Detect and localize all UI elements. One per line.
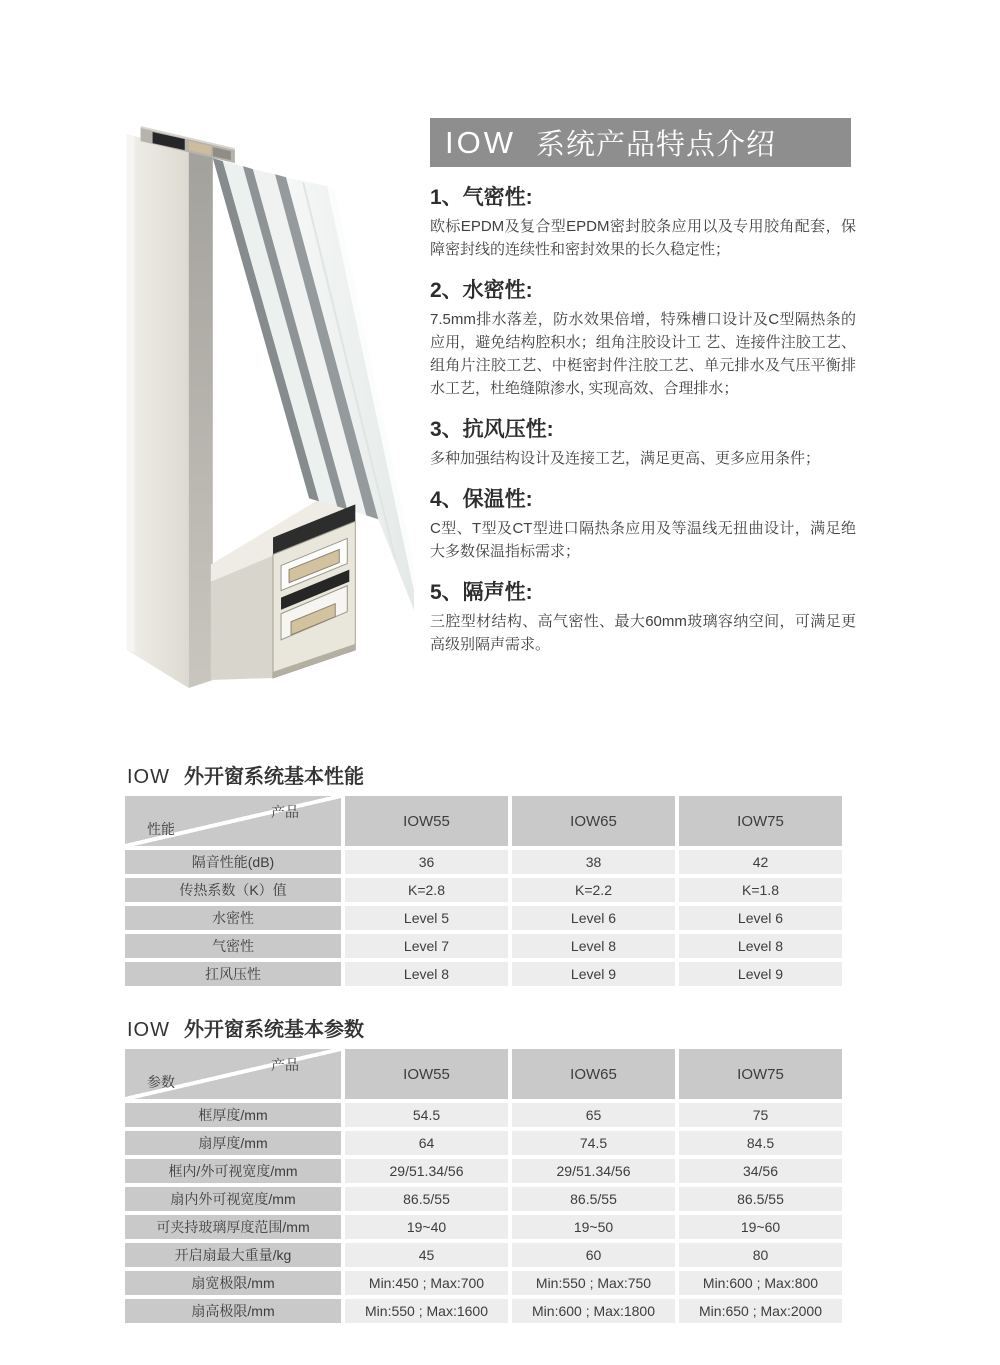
cell-value: Min:550 ; Max:750 [512, 1271, 675, 1295]
table-row [125, 1131, 842, 1155]
cell-value: 54.5 [345, 1103, 508, 1127]
features-list [430, 185, 856, 673]
table-row [125, 1103, 842, 1127]
cell-value: Min:650 ; Max:2000 [679, 1299, 842, 1323]
cell-value: Level 9 [512, 962, 675, 986]
feature-item [430, 185, 856, 261]
cell-value: 64 [345, 1131, 508, 1155]
cell-value: 19~50 [512, 1215, 675, 1239]
feature-title: 2、水密性: [430, 279, 533, 302]
cell-value: 36 [345, 850, 508, 874]
corner-label-bottom: 性能 [147, 821, 175, 837]
table-corner-cell [125, 796, 341, 846]
feature-title: 4、保温性: [430, 488, 533, 511]
feature-title: 5、隔声性: [430, 581, 533, 604]
spec-table-section [125, 1013, 851, 1327]
row-label: 隔音性能(dB) [125, 850, 341, 874]
title-bar-text: 系统产品特点介绍 [536, 129, 777, 161]
table-row [125, 878, 842, 902]
column-header: IOW75 [679, 796, 842, 846]
table-title-prefix: IOW [127, 766, 170, 788]
table-header-row [125, 796, 842, 846]
column-header: IOW65 [512, 796, 675, 846]
section-title-bar [430, 118, 851, 167]
corner-label-bottom: 参数 [147, 1074, 175, 1090]
row-label: 开启扇最大重量/kg [125, 1243, 341, 1267]
feature-body: 三腔型材结构、高气密性、最大60mm玻璃容纳空间，可满足更高级别隔声需求。 [430, 613, 856, 653]
column-header: IOW55 [345, 796, 508, 846]
cell-value: Level 6 [512, 906, 675, 930]
row-label: 框内/外可视宽度/mm [125, 1159, 341, 1183]
feature-item [430, 580, 856, 656]
cell-value: 86.5/55 [345, 1187, 508, 1211]
spec-table [121, 1045, 846, 1327]
cell-value: Min:550 ; Max:1600 [345, 1299, 508, 1323]
window-profile-cutaway-svg [122, 118, 414, 692]
corner-label-top: 产品 [271, 1057, 299, 1073]
cell-value: Level 9 [679, 962, 842, 986]
cell-value: 45 [345, 1243, 508, 1267]
cell-value: 34/56 [679, 1159, 842, 1183]
cell-value: K=1.8 [679, 878, 842, 902]
table-row [125, 1243, 842, 1267]
cell-value: K=2.2 [512, 878, 675, 902]
table-row [125, 906, 842, 930]
cell-value: 84.5 [679, 1131, 842, 1155]
feature-body: C型、T型及CT型进口隔热条应用及等温线无扭曲设计，满足绝大多数保温指标需求； [430, 520, 856, 560]
cell-value: Level 8 [512, 934, 675, 958]
title-bar-prefix: IOW [445, 124, 516, 160]
table-row [125, 1159, 842, 1183]
feature-body: 欧标EPDM及复合型EPDM密封胶条应用以及专用胶角配套，保障密封线的连续性和密封效果的长久稳定性； [430, 218, 856, 258]
cell-value: 42 [679, 850, 842, 874]
column-header: IOW55 [345, 1049, 508, 1099]
cell-value: Level 6 [679, 906, 842, 930]
cell-value: 86.5/55 [679, 1187, 842, 1211]
cell-value: 19~40 [345, 1215, 508, 1239]
table-row [125, 962, 842, 986]
corner-label-top: 产品 [271, 804, 299, 820]
table-row [125, 934, 842, 958]
cell-value: 75 [679, 1103, 842, 1127]
cell-value: 38 [512, 850, 675, 874]
row-label: 气密性 [125, 934, 341, 958]
cell-value: 19~60 [679, 1215, 842, 1239]
cell-value: Level 8 [679, 934, 842, 958]
table-title-prefix: IOW [127, 1019, 170, 1041]
row-label: 扇高极限/mm [125, 1299, 341, 1323]
feature-item [430, 417, 856, 470]
table-row [125, 850, 842, 874]
table-header-row [125, 1049, 842, 1099]
table-title-text: 外开窗系统基本参数 [184, 1019, 364, 1041]
feature-item [430, 487, 856, 563]
row-label: 扇厚度/mm [125, 1131, 341, 1155]
cell-value: Min:600 ; Max:1800 [512, 1299, 675, 1323]
table-row [125, 1215, 842, 1239]
row-label: 扇宽极限/mm [125, 1271, 341, 1295]
table-row [125, 1187, 842, 1211]
table-title [127, 760, 851, 789]
table-row [125, 1299, 842, 1323]
cell-value: Min:450 ; Max:700 [345, 1271, 508, 1295]
cell-value: 65 [512, 1103, 675, 1127]
row-label: 扇内外可视宽度/mm [125, 1187, 341, 1211]
feature-title: 3、抗风压性: [430, 418, 554, 441]
row-label: 框厚度/mm [125, 1103, 341, 1127]
cell-value: Level 7 [345, 934, 508, 958]
feature-body: 7.5mm排水落差，防水效果倍增，特殊槽口设计及C型隔热条的应用，避免结构腔积水；组角注胶设计工 艺、连接件注胶工艺、组角片注胶工艺、中梃密封件注胶工艺、单元排水及气压平衡排水工艺，杜绝缝隙渗水, 实现高效、合理排水； [430, 311, 856, 397]
row-label: 水密性 [125, 906, 341, 930]
table-row [125, 1271, 842, 1295]
cell-value: 60 [512, 1243, 675, 1267]
feature-item [430, 278, 856, 400]
feature-body: 多种加强结构设计及连接工艺，满足更高、更多应用条件； [430, 450, 821, 467]
table-corner-cell [125, 1049, 341, 1099]
cell-value: Min:600 ; Max:800 [679, 1271, 842, 1295]
cell-value: Level 5 [345, 906, 508, 930]
window-profile-image [122, 118, 414, 692]
cell-value: 80 [679, 1243, 842, 1267]
cell-value: 29/51.34/56 [345, 1159, 508, 1183]
column-header: IOW75 [679, 1049, 842, 1099]
column-header: IOW65 [512, 1049, 675, 1099]
cell-value: Level 8 [345, 962, 508, 986]
table-title [127, 1013, 851, 1042]
cell-value: 29/51.34/56 [512, 1159, 675, 1183]
cell-value: K=2.8 [345, 878, 508, 902]
row-label: 传热系数（K）值 [125, 878, 341, 902]
row-label: 扛风压性 [125, 962, 341, 986]
feature-title: 1、气密性: [430, 186, 533, 209]
spec-table [121, 792, 846, 990]
table-title-text: 外开窗系统基本性能 [184, 766, 364, 788]
cell-value: 86.5/55 [512, 1187, 675, 1211]
cell-value: 74.5 [512, 1131, 675, 1155]
spec-table-section [125, 760, 851, 990]
row-label: 可夹持玻璃厚度范围/mm [125, 1215, 341, 1239]
